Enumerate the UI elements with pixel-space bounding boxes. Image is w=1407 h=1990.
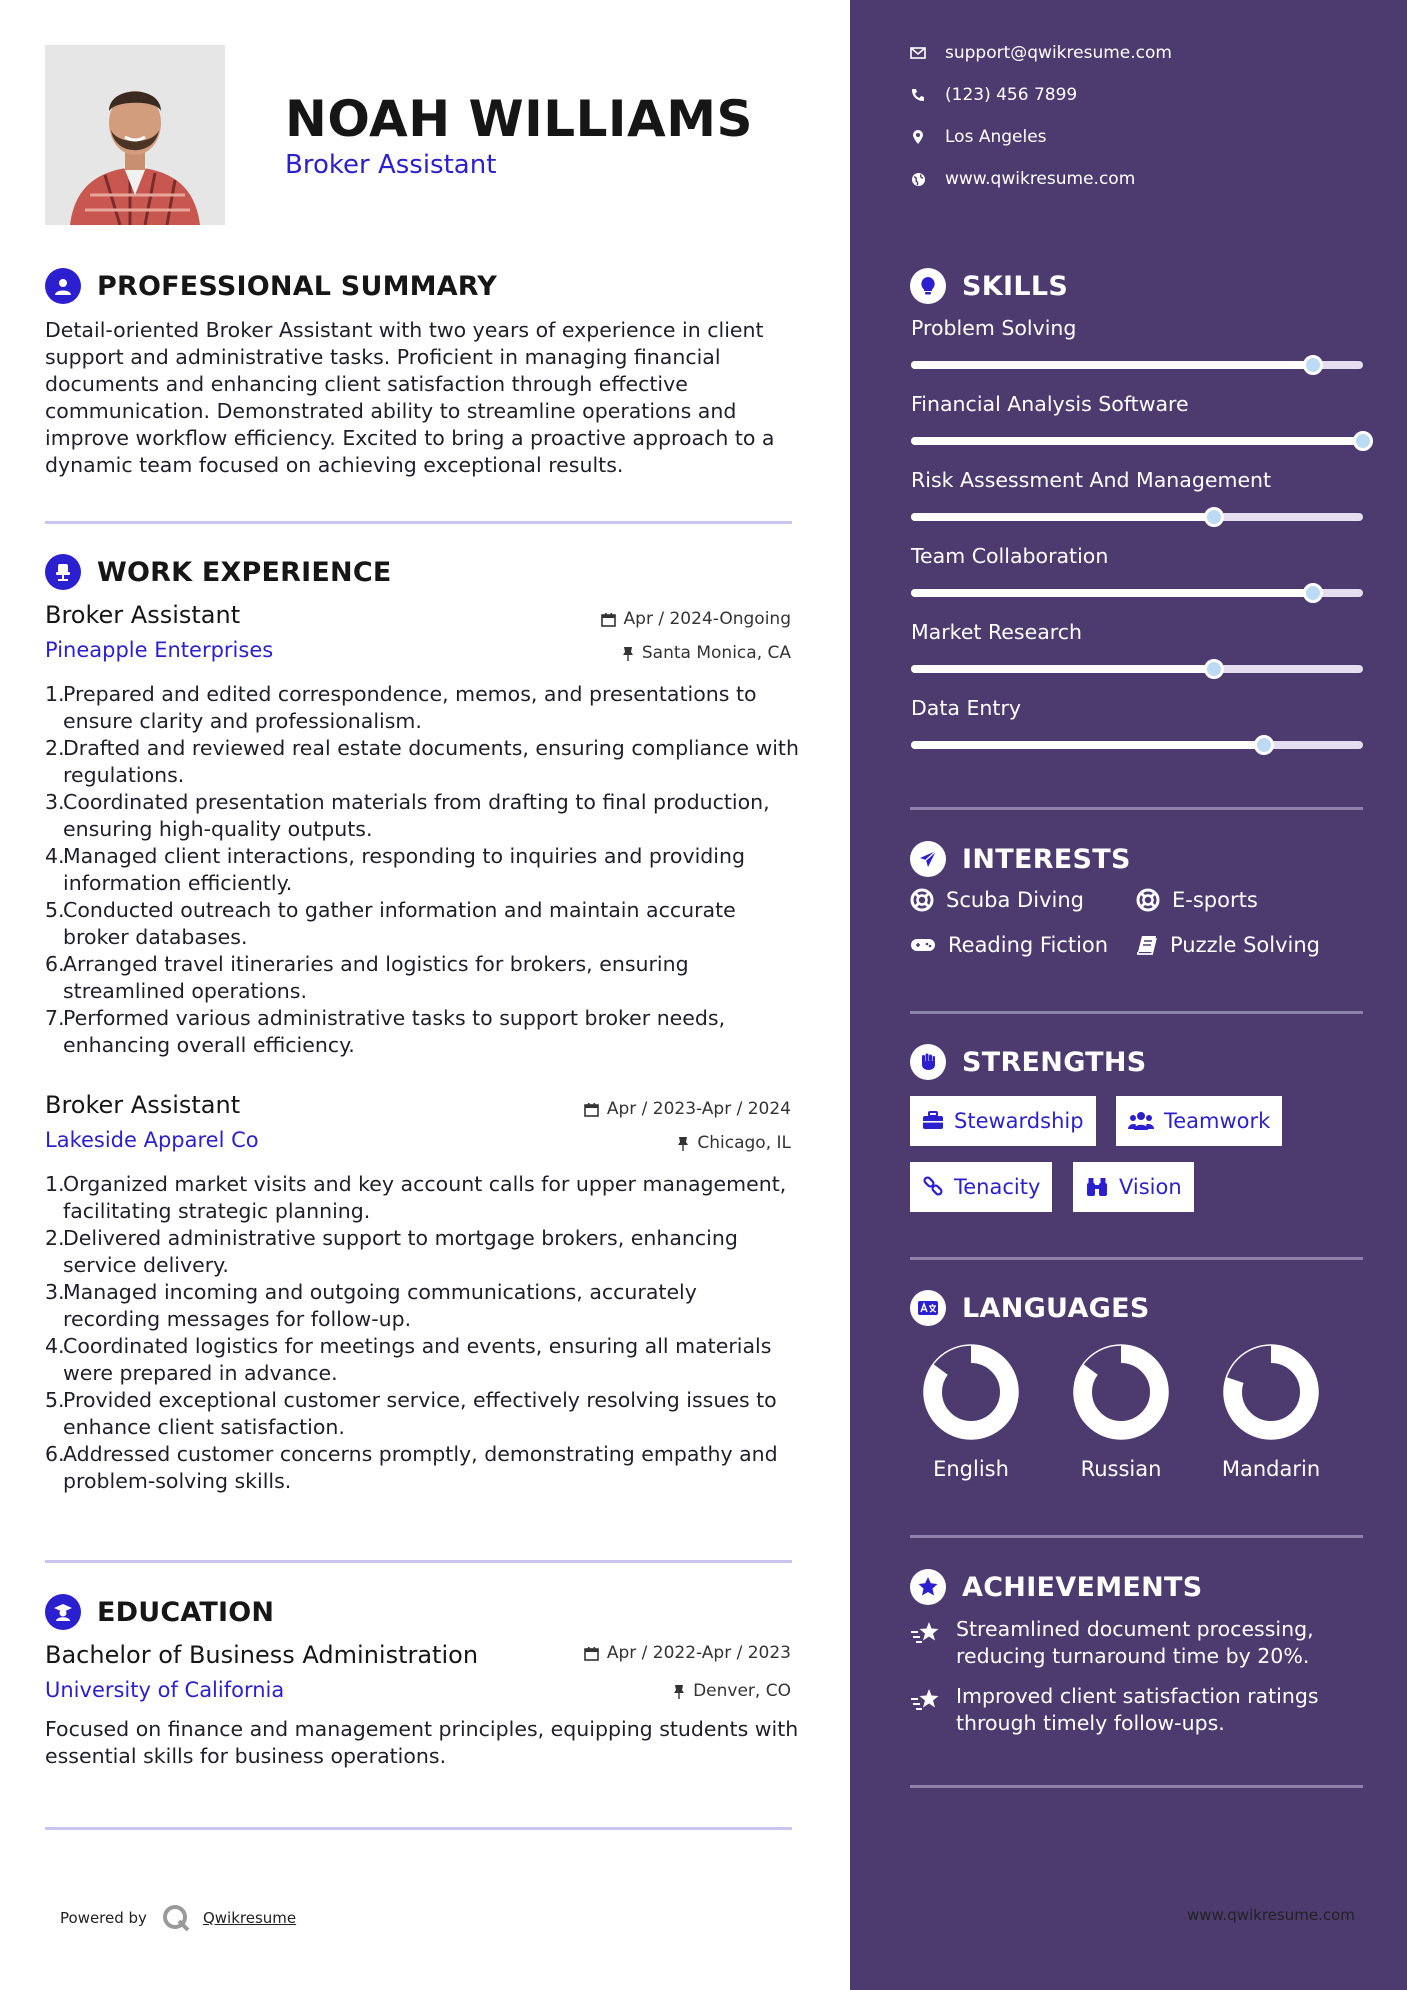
section-divider — [910, 1011, 1363, 1014]
summary-header — [45, 268, 497, 304]
briefcase-icon — [922, 1111, 944, 1131]
calendar-icon — [584, 1646, 599, 1661]
summary-text: Detail-oriented Broker Assistant with two years of experience in client support and administrative tasks. Proficient in managing financial documents and enhancing client satisfaction through effective communication. Demonstrated ability to streamline operations and improve workflow efficiency. Excited to bring a proactive approach to a dynamic team focused on achieving exceptional results. — [45, 318, 775, 477]
skill-bar — [911, 513, 1363, 521]
office-chair-icon — [45, 554, 81, 590]
book-icon — [1136, 934, 1158, 956]
job-location-text: Chicago, IL — [697, 1133, 791, 1153]
list-item: 3. Managed incoming and outgoing communications, accurately recording messages for follow-up. — [45, 1280, 697, 1331]
list-item: 5. Provided exceptional customer service, effectively resolving issues to enhance client satisfaction. — [45, 1388, 777, 1439]
skill-bar-fill — [911, 589, 1313, 597]
interest-item: E-sports — [1136, 888, 1258, 912]
candidate-title: Broker Assistant — [285, 150, 497, 180]
skill-bar-fill — [911, 361, 1313, 369]
skill-bar-knob — [1204, 507, 1224, 527]
life-ring-icon — [910, 888, 934, 912]
list-item: 5. Conducted outreach to gather information and maintain accurate broker databases. — [45, 898, 736, 949]
language-ring — [921, 1342, 1021, 1442]
powered-by-label: Powered by — [60, 1909, 147, 1927]
contact-location — [910, 127, 1047, 147]
candidate-name: NOAH WILLIAMS — [285, 90, 753, 148]
language-item — [1066, 1342, 1176, 1481]
language-card-icon — [910, 1290, 946, 1326]
education-date-text: Apr / 2022-Apr / 2023 — [606, 1643, 791, 1663]
calendar-icon — [601, 612, 616, 627]
language-name: Mandarin — [1221, 1457, 1321, 1481]
list-item: 7. Performed various administrative tasks to support broker needs, enhancing overall efficiency. — [45, 1006, 726, 1057]
skill-bar-knob — [1254, 735, 1274, 755]
skill-bar — [911, 665, 1363, 673]
skill-name: Risk Assessment And Management — [911, 468, 1272, 492]
skills-header — [910, 268, 1068, 304]
skill-bar — [911, 589, 1363, 597]
list-item: 2. Delivered administrative support to mortgage brokers, enhancing service delivery. — [45, 1226, 738, 1277]
work-header — [45, 554, 391, 590]
link-icon — [922, 1176, 944, 1198]
job-title: Broker Assistant — [45, 601, 241, 629]
phone-icon — [910, 88, 926, 102]
contact-email — [910, 43, 1172, 63]
interest-item: Scuba Diving — [910, 888, 1084, 912]
list-item: 4. Managed client interactions, responding to inquiries and providing information efficiently. — [45, 844, 745, 895]
list-item: 6. Addressed customer concerns promptly, demonstrating empathy and problem-solving skills. — [45, 1442, 778, 1493]
skill-bar-fill — [911, 513, 1214, 521]
section-divider — [910, 1257, 1363, 1260]
contact-phone — [910, 85, 1077, 105]
interests-header — [910, 841, 1131, 877]
binoculars-icon — [1085, 1177, 1109, 1197]
section-divider — [910, 1535, 1363, 1538]
company-name: Pineapple Enterprises — [45, 638, 274, 662]
job-bullets — [45, 681, 800, 1059]
strengths-header — [910, 1044, 1147, 1080]
section-divider — [45, 1827, 792, 1830]
languages-heading: LANGUAGES — [962, 1292, 1150, 1324]
job-date — [601, 609, 791, 629]
strength-tag: Tenacity — [910, 1162, 1052, 1212]
fist-icon — [910, 1044, 946, 1080]
life-ring-icon — [1136, 888, 1160, 912]
contact-location-text: Los Angeles — [945, 127, 1047, 147]
strength-tag: Stewardship — [910, 1096, 1096, 1146]
lightbulb-icon — [910, 268, 946, 304]
graduate-icon — [45, 1594, 81, 1630]
job-title: Broker Assistant — [45, 1091, 241, 1119]
skill-bar — [911, 741, 1363, 749]
job-date-text: Apr / 2023-Apr / 2024 — [606, 1099, 791, 1119]
job-date — [584, 1099, 791, 1119]
contact-website — [910, 169, 1135, 189]
paper-plane-icon — [910, 841, 946, 877]
achievement-item: Improved client satisfaction ratings through timely follow-ups. — [910, 1683, 1356, 1737]
list-item: 4. Coordinated logistics for meetings and events, ensuring all materials were prepared in advance. — [45, 1334, 772, 1385]
education-date — [584, 1643, 791, 1663]
job-location — [622, 643, 791, 663]
education-description: Focused on finance and management principles, equipping students with essential skills for business operations. — [45, 1717, 799, 1768]
school-name: University of California — [45, 1678, 285, 1702]
skill-bar-fill — [911, 437, 1363, 445]
pin-icon — [622, 646, 634, 661]
language-item — [1216, 1342, 1326, 1481]
section-divider — [45, 521, 792, 524]
pin-icon — [677, 1136, 689, 1151]
section-divider — [910, 807, 1363, 810]
list-item: 1. Prepared and edited correspondence, memos, and presentations to ensure clarity and professionalism. — [45, 682, 757, 733]
skill-name: Market Research — [911, 620, 1083, 644]
language-item — [916, 1342, 1026, 1481]
map-marker-icon — [910, 130, 926, 145]
globe-icon — [910, 172, 926, 187]
skill-name: Financial Analysis Software — [911, 392, 1189, 416]
achievements-heading: ACHIEVEMENTS — [962, 1571, 1203, 1603]
footer-website[interactable]: www.qwikresume.com — [1187, 1906, 1355, 1924]
shooting-star-icon — [910, 1687, 942, 1713]
education-header — [45, 1594, 274, 1630]
education-location — [673, 1681, 791, 1701]
skill-bar-knob — [1204, 659, 1224, 679]
skill-name: Data Entry — [911, 696, 1022, 720]
skill-bar-fill — [911, 665, 1214, 673]
job-location — [677, 1133, 791, 1153]
languages-header — [910, 1290, 1150, 1326]
profile-photo — [45, 45, 225, 225]
skill-bar-knob — [1353, 431, 1373, 451]
strengths-heading: STRENGTHS — [962, 1046, 1147, 1078]
shooting-star-icon — [910, 1620, 942, 1646]
achievement-item: Streamlined document processing, reducing turnaround time by 20%. — [910, 1616, 1356, 1670]
list-item: 3. Coordinated presentation materials from drafting to final production, ensuring high-quality outputs. — [45, 790, 770, 841]
star-badge-icon — [910, 1569, 946, 1605]
language-name: Russian — [1080, 1457, 1162, 1481]
contact-email-text[interactable]: support@qwikresume.com — [945, 43, 1172, 63]
list-item: 1. Organized market visits and key account calls for upper management, facilitating strategic planning. — [45, 1172, 787, 1223]
pin-icon — [673, 1684, 685, 1699]
qwikresume-logo-icon — [161, 1903, 191, 1933]
summary-heading: PROFESSIONAL SUMMARY — [97, 270, 498, 302]
powered-by — [60, 1903, 296, 1933]
list-item: 6. Arranged travel itineraries and logistics for brokers, ensuring streamlined operations. — [45, 952, 689, 1003]
envelope-icon — [910, 47, 926, 59]
language-ring — [1221, 1342, 1321, 1442]
strength-tag: Teamwork — [1116, 1096, 1282, 1146]
calendar-icon — [584, 1102, 599, 1117]
language-name: English — [933, 1457, 1009, 1481]
job-location-text: Santa Monica, CA — [641, 643, 791, 663]
interest-item: Reading Fiction — [910, 933, 1108, 957]
qwikresume-link[interactable]: Qwikresume — [202, 1909, 297, 1927]
section-divider — [45, 1560, 792, 1563]
skill-name: Team Collaboration — [911, 544, 1109, 568]
user-icon — [45, 268, 81, 304]
education-heading: EDUCATION — [97, 1596, 275, 1628]
interest-item: Puzzle Solving — [1136, 933, 1320, 957]
degree-title: Bachelor of Business Administration — [45, 1641, 479, 1669]
achievements-header — [910, 1569, 1203, 1605]
skill-bar-fill — [911, 741, 1264, 749]
gamepad-icon — [910, 936, 936, 954]
work-heading: WORK EXPERIENCE — [97, 556, 392, 588]
skill-name: Problem Solving — [911, 316, 1077, 340]
job-bullets — [45, 1171, 800, 1495]
skill-bar — [911, 437, 1363, 445]
contact-phone-text: (123) 456 7899 — [945, 85, 1078, 105]
strength-tag: Vision — [1073, 1162, 1194, 1212]
company-name: Lakeside Apparel Co — [45, 1128, 259, 1152]
list-item: 2. Drafted and reviewed real estate documents, ensuring compliance with regulations. — [45, 736, 799, 787]
section-divider — [910, 1785, 1363, 1788]
interests-heading: INTERESTS — [962, 843, 1131, 875]
education-location-text: Denver, CO — [693, 1681, 791, 1701]
users-icon — [1128, 1111, 1154, 1131]
job-date-text: Apr / 2024-Ongoing — [623, 609, 791, 629]
contact-website-text[interactable]: www.qwikresume.com — [945, 169, 1136, 189]
language-ring — [1071, 1342, 1171, 1442]
skills-heading: SKILLS — [962, 270, 1069, 302]
skill-bar — [911, 361, 1363, 369]
